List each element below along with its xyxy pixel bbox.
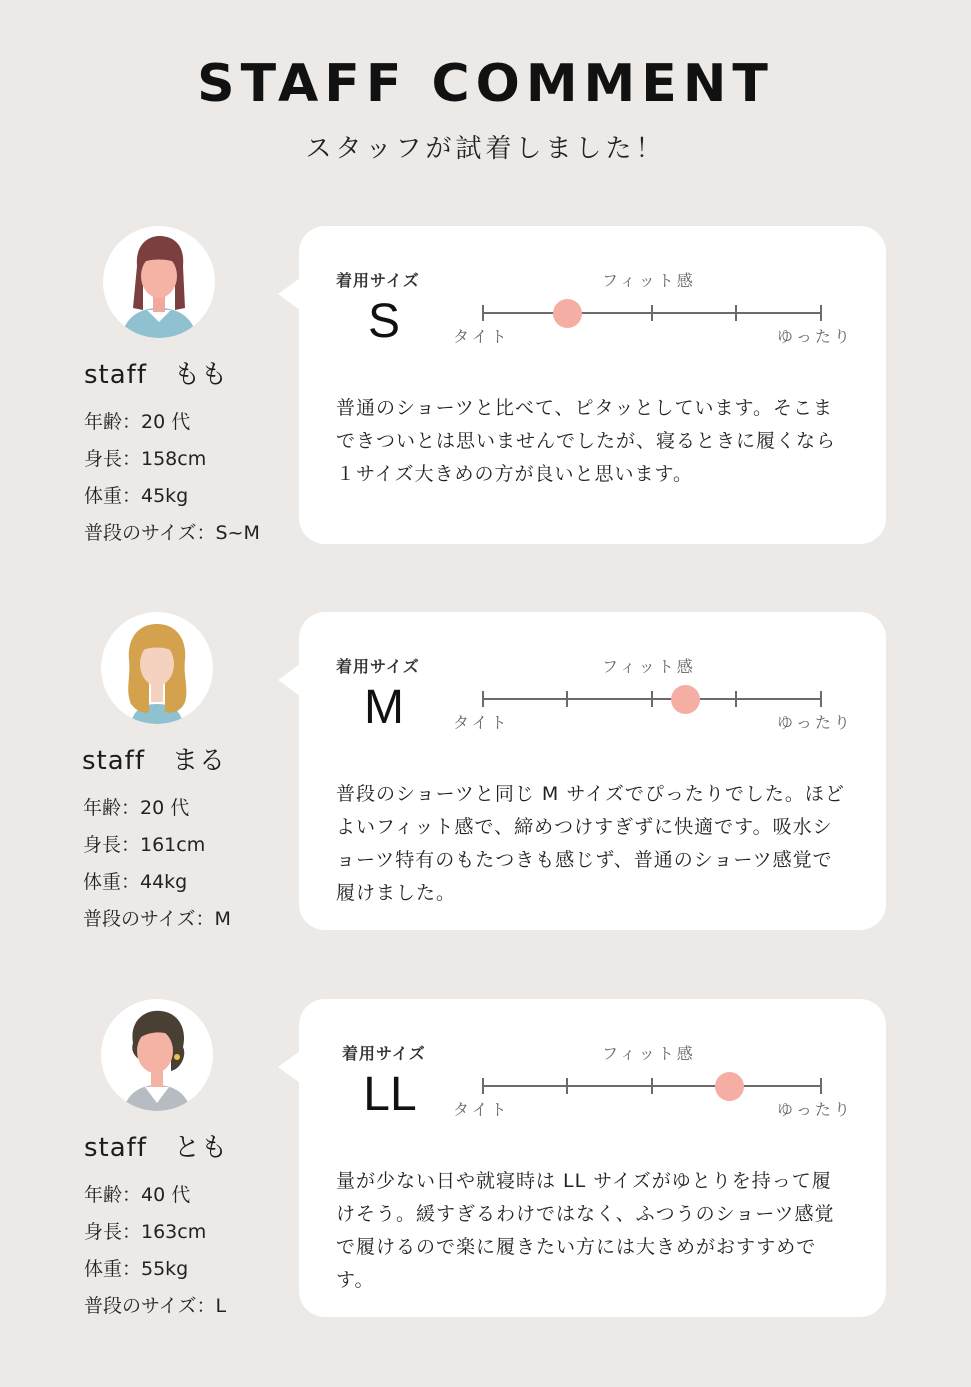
staff-weight: 体重：45kg — [84, 485, 189, 507]
fit-scale-tick — [482, 1078, 484, 1094]
fit-marker — [715, 1072, 744, 1101]
staff-age: 年齢：20 代 — [83, 797, 190, 819]
fit-label: フィット感 — [602, 657, 696, 676]
fit-min-label: タイト — [453, 713, 510, 732]
worn-size-label: 着用サイズ — [342, 1044, 426, 1063]
fit-scale-tick — [735, 305, 737, 321]
comment-card — [299, 226, 886, 544]
staff-usual-size: 普段のサイズ：L — [84, 1295, 227, 1317]
staff-section-2 — [0, 612, 971, 942]
fit-max-label: ゆったり — [777, 1100, 853, 1119]
fit-label: フィット感 — [602, 1044, 696, 1063]
fit-max-label: ゆったり — [777, 713, 853, 732]
staff-section-1 — [0, 226, 971, 556]
speech-bubble-tail — [278, 1051, 300, 1083]
fit-label: フィット感 — [602, 271, 696, 290]
fit-marker — [553, 299, 582, 328]
fit-scale-tick — [820, 305, 822, 321]
staff-height: 身長：163cm — [84, 1221, 207, 1243]
staff-age: 年齢：20 代 — [84, 411, 191, 433]
staff-name: staff まる — [82, 746, 226, 776]
fit-scale-tick — [482, 691, 484, 707]
fit-max-label: ゆったり — [777, 327, 853, 346]
fit-scale — [482, 1077, 822, 1097]
woman-bun-hair-icon — [101, 999, 213, 1111]
fit-scale-tick — [651, 691, 653, 707]
page-subtitle: スタッフが試着しました！ — [305, 134, 666, 164]
fit-scale-tick — [566, 691, 568, 707]
fit-scale-tick — [566, 1078, 568, 1094]
fit-scale-tick — [735, 691, 737, 707]
fit-marker — [671, 685, 700, 714]
staff-comment: 普段のショーツと同じ M サイズでぴったりでした。ほどよいフィット感で、締めつけすぎずに快適です。吸水ショーツ特有のもたつきも感じず、普通のショーツ感覚で履けました。 — [336, 783, 845, 904]
staff-comment: 普通のショーツと比べて、ピタッとしています。そこまできついとは思いませんでしたが、寝るときに履くなら１サイズ大きめの方が良いと思います。 — [336, 397, 837, 485]
fit-scale-tick — [651, 1078, 653, 1094]
comment-card — [299, 612, 886, 930]
staff-weight: 体重：55kg — [84, 1258, 189, 1280]
fit-min-label: タイト — [453, 1100, 510, 1119]
worn-size-value: LL — [363, 1068, 417, 1121]
staff-name: staff もも — [84, 360, 228, 390]
staff-comment: 量が少ない日や就寝時は LL サイズがゆとりを持って履けそう。緩すぎるわけではなく、ふつうのショーツ感覚で履けるので楽に履きたい方には大きめがおすすめです。 — [336, 1170, 835, 1291]
staff-weight: 体重：44kg — [83, 871, 188, 893]
speech-bubble-tail — [278, 664, 300, 696]
staff-profile — [84, 404, 260, 552]
worn-size-label: 着用サイズ — [336, 271, 420, 290]
fit-scale-tick — [820, 691, 822, 707]
fit-min-label: タイト — [453, 327, 510, 346]
worn-size-value: M — [364, 681, 404, 734]
staff-profile — [83, 790, 231, 938]
staff-age: 年齢：40 代 — [84, 1184, 191, 1206]
staff-usual-size: 普段のサイズ：S~M — [84, 522, 260, 544]
fit-scale-tick — [482, 305, 484, 321]
woman-wavy-hair-icon — [101, 612, 213, 724]
speech-bubble-tail — [278, 278, 300, 310]
fit-scale-tick — [651, 305, 653, 321]
fit-scale — [482, 304, 822, 324]
staff-name: staff とも — [84, 1133, 228, 1163]
fit-scale — [482, 690, 822, 710]
page-title: STAFF COMMENT — [197, 54, 774, 114]
worn-size-value: S — [367, 295, 400, 348]
worn-size-label: 着用サイズ — [336, 657, 420, 676]
fit-scale-tick — [820, 1078, 822, 1094]
comment-card — [299, 999, 886, 1317]
staff-usual-size: 普段のサイズ：M — [83, 908, 231, 930]
woman-straight-hair-icon — [103, 226, 215, 338]
staff-height: 身長：158cm — [84, 448, 207, 470]
staff-section-3 — [0, 999, 971, 1329]
staff-profile — [84, 1177, 226, 1325]
staff-height: 身長：161cm — [83, 834, 206, 856]
